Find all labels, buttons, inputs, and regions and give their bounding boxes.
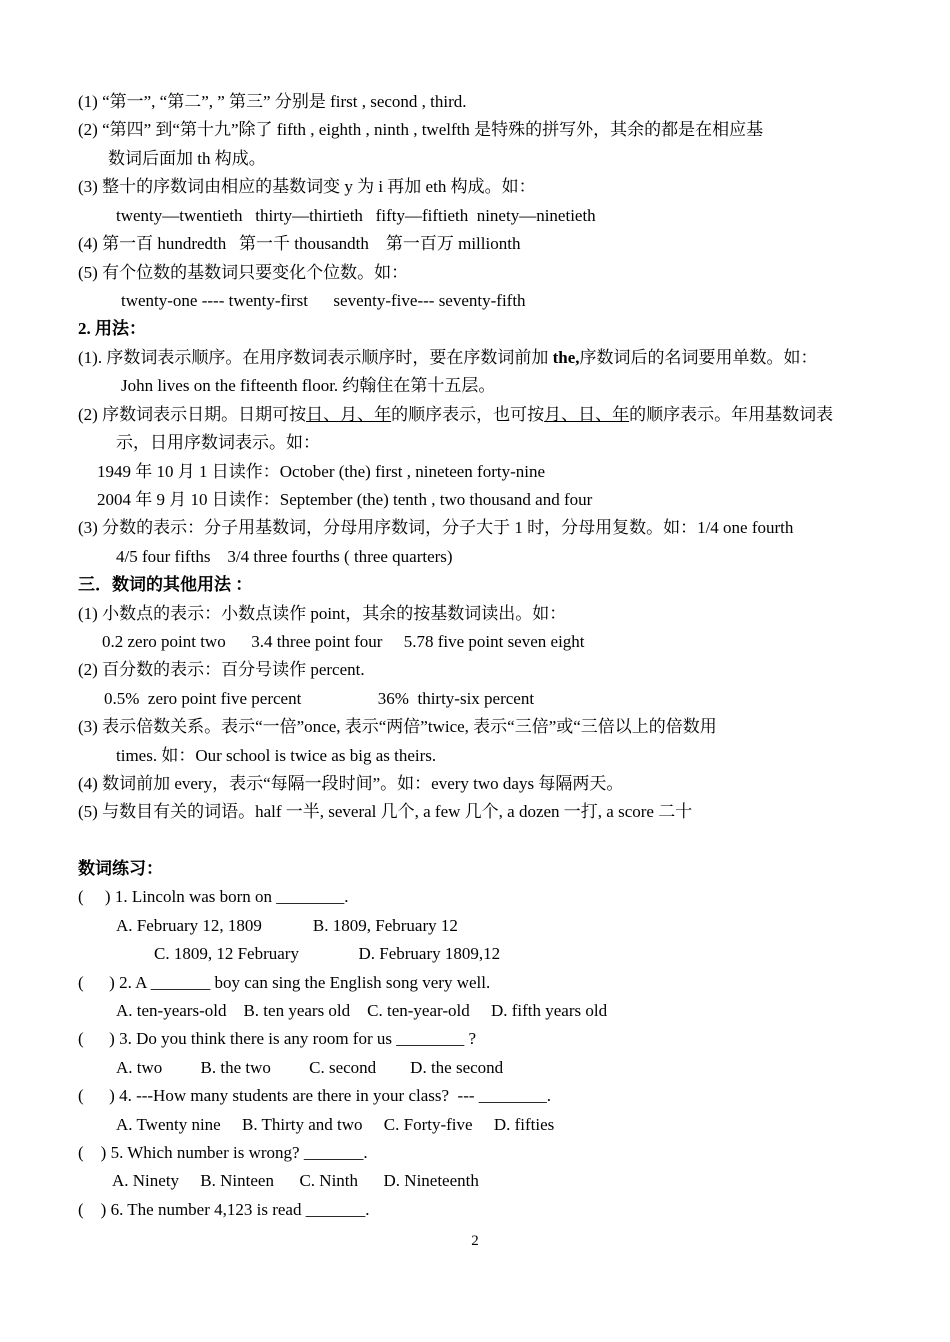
date-example-1: 1949 年 10 月 1 日读作：October (the) first , nineteen forty-nine	[97, 462, 546, 481]
other-usage-3: (3) 表示倍数关系。表示“一倍”once, 表示“两倍”twice, 表示“三倍”或“三倍以上的倍数用	[78, 717, 717, 736]
usage-rule-1: (1). 序数词表示顺序。在用序数词表示顺序时，要在序数词前加 the,序数词后的名词要用单数。如：	[78, 348, 818, 367]
other-usage-heading: 三．数词的其他用法 ：	[78, 575, 253, 594]
usage-heading: 2. 用法：	[78, 319, 146, 338]
exercise-heading: 数词练习：	[78, 859, 163, 878]
usage-rule-3: (3) 分数的表示：分子用基数词，分母用序数词，分子大于 1 时，分母用复数。如：1/4 one fourth	[78, 518, 794, 537]
ordinal-rule-5: (5) 有个位数的基数词只要变化个位数。如：	[78, 263, 409, 282]
other-usage-2: (2) 百分数的表示：百分号读作 percent.	[78, 660, 365, 679]
ordinal-rule-2: (2) “第四” 到“第十九”除了 fifth , eighth , ninth , twelfth 是特殊的拼写外，其余的都是在相应基	[78, 120, 764, 139]
ordinal-rule-5-examples: twenty-one ---- twenty-first seventy-five--- seventy-fifth	[121, 291, 526, 310]
question-1-options-b: C. 1809, 12 February D. February 1809,12	[154, 944, 501, 963]
other-usage-4: (4) 数词前加 every，表示“每隔一段时间”。如：every two days 每隔两天。	[78, 774, 624, 793]
question-2-options: A. ten-years-old B. ten years old C. ten-year-old D. fifth years old	[116, 1001, 608, 1020]
fraction-examples: 4/5 four fifths 3/4 three fourths ( three quarters)	[116, 547, 453, 566]
ordinal-rule-3-examples: twenty—twentieth thirty—thirtieth fifty—fiftieth ninety—ninetieth	[116, 206, 596, 225]
other-usage-5: (5) 与数目有关的词语。half 一半, several 几个, a few 几个, a dozen 一打, a score 二十	[78, 802, 693, 821]
question-1: ( ) 1. Lincoln was born on ________.	[78, 887, 349, 906]
ordinal-rule-2-cont: 数词后面加 th 构成。	[108, 149, 266, 168]
ordinal-rule-3: (3) 整十的序数词由相应的基数词变 y 为 i 再加 eth 构成。如：	[78, 177, 536, 196]
date-example-2: 2004 年 9 月 10 日读作：September (the) tenth , two thousand and four	[97, 490, 593, 509]
question-4-options: A. Twenty nine B. Thirty and two C. Forty-five D. fifties	[116, 1115, 555, 1134]
question-2: ( ) 2. A _______ boy can sing the English song very well.	[78, 973, 491, 992]
decimal-examples: 0.2 zero point two 3.4 three point four 5.78 five point seven eight	[102, 632, 585, 651]
ordinal-rule-4: (4) 第一百 hundredth 第一千 thousandth 第一百万 millionth	[78, 234, 521, 253]
usage-rule-1-example: John lives on the fifteenth floor. 约翰住在第十五层。	[121, 376, 496, 395]
other-usage-3-cont: times. 如：Our school is twice as big as theirs.	[116, 746, 437, 765]
other-usage-1: (1) 小数点的表示：小数点读作 point，其余的按基数词读出。如：	[78, 604, 567, 623]
question-1-options-a: A. February 12, 1809 B. 1809, February 12	[116, 916, 458, 935]
question-5-options: A. Ninety B. Ninteen C. Ninth D. Nineteenth	[112, 1171, 479, 1190]
question-3-options: A. two B. the two C. second D. the second	[116, 1058, 504, 1077]
percent-examples: 0.5% zero point five percent 36% thirty-six percent	[104, 689, 535, 708]
page-number: 2	[471, 1233, 479, 1249]
usage-rule-2-cont: 示，日用序数词表示。如：	[116, 433, 320, 452]
question-3: ( ) 3. Do you think there is any room for us ________ ?	[78, 1029, 477, 1048]
question-6: ( ) 6. The number 4,123 is read _______.	[78, 1200, 370, 1219]
usage-rule-2: (2) 序数词表示日期。日期可按日、月、年的顺序表示，也可按月、日、年的顺序表示。年用基数词表	[78, 405, 834, 424]
ordinal-rule-1: (1) “第一”, “第二”, ” 第三” 分别是 first , second , third.	[78, 92, 467, 111]
question-5: ( ) 5. Which number is wrong? _______.	[78, 1143, 368, 1162]
question-4: ( ) 4. ---How many students are there in your class? --- ________.	[78, 1086, 552, 1105]
